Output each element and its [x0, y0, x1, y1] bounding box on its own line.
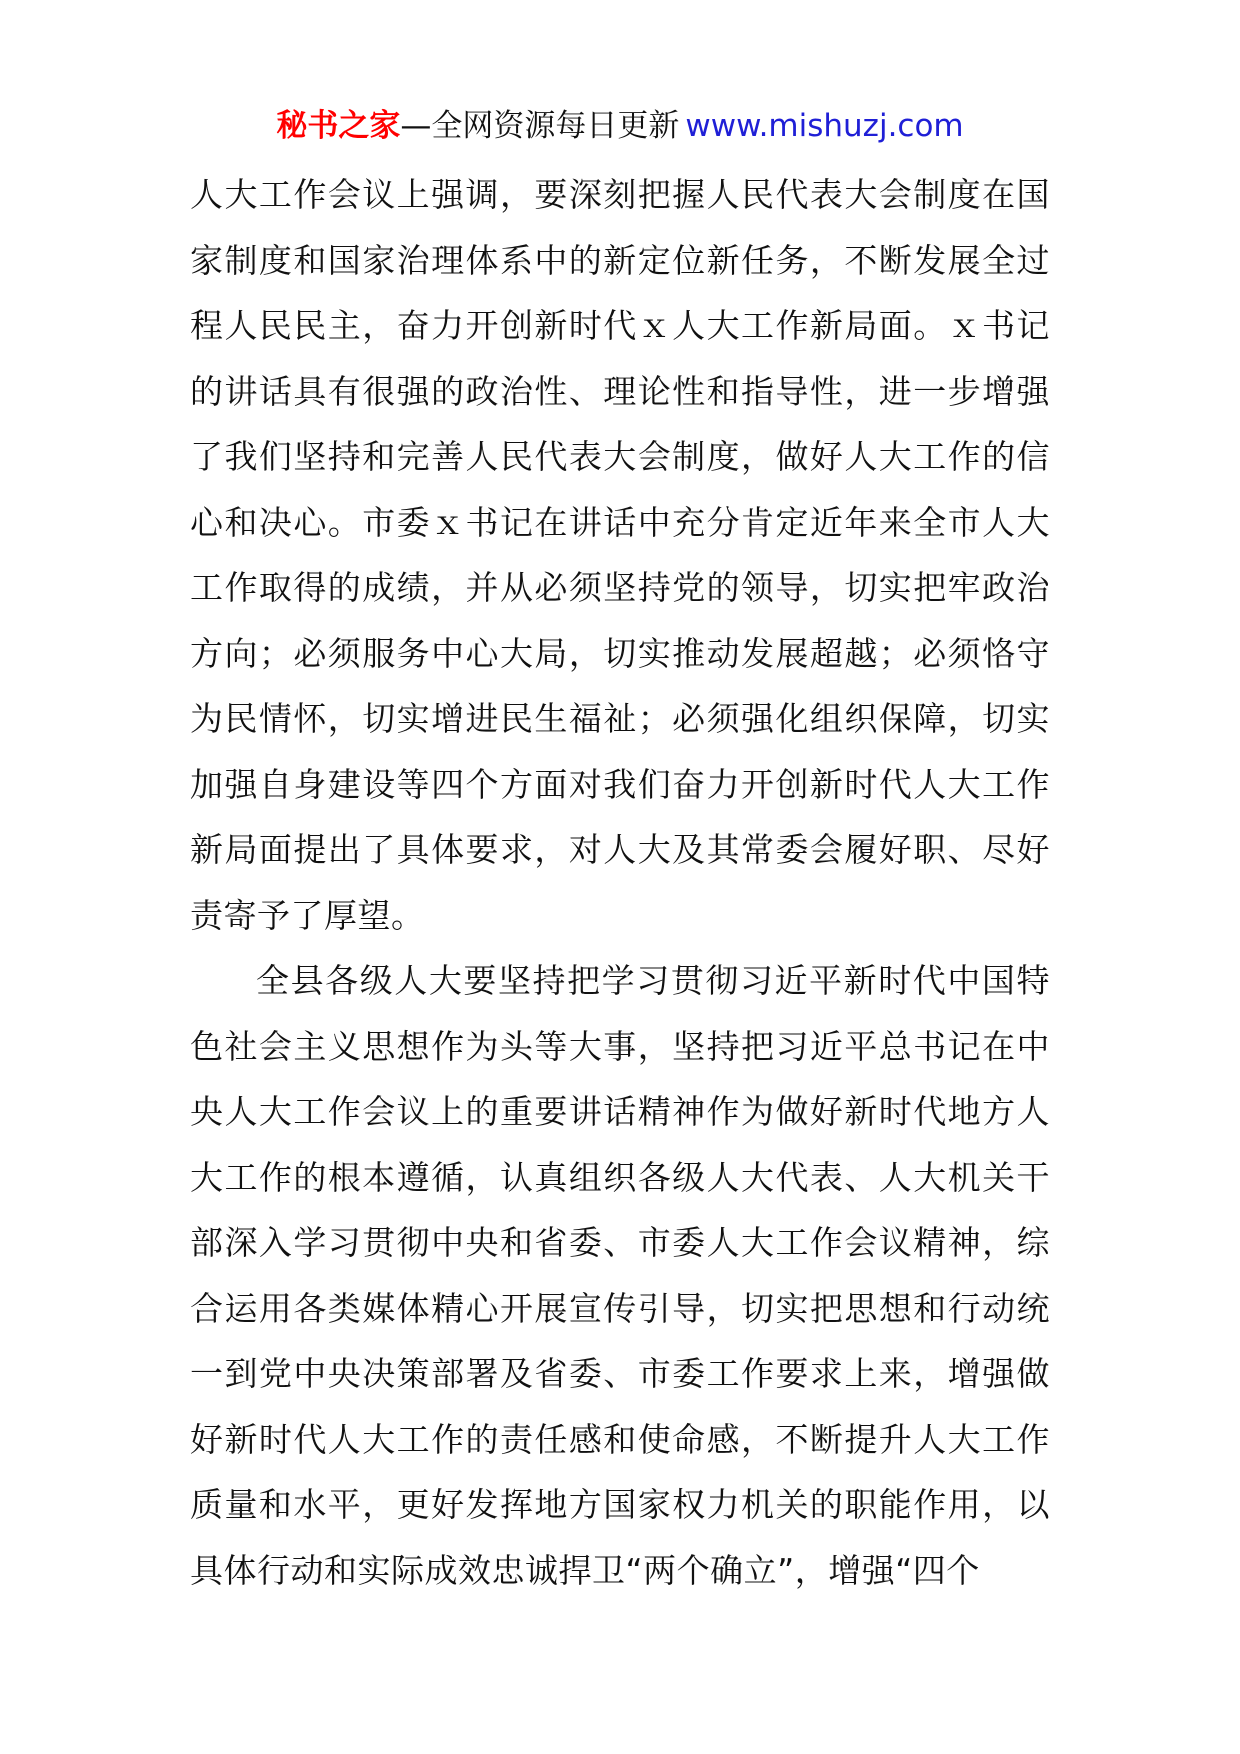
header-tagline: —全网资源每日更新 [400, 108, 680, 144]
document-body [190, 162, 1050, 1603]
brand-name: 秘书之家 [276, 108, 401, 144]
site-header [0, 104, 1240, 148]
paragraph-continued: 人大工作会议上强调，要深刻把握人民代表大会制度在国家制度和国家治理体系中的新定位新任务，不断发展全过程人民民主，奋力开创新时代ｘ人大工作新局面。ｘ书记的讲话具有很强的政治性、理论性和指导性，进一步增强了我们坚持和完善人民代表大会制度，做好人大工作的信心和决心。市委ｘ书记在讲话中充分肯定近年来全市人大工作取得的成绩，并从必须坚持党的领导，切实把牢政治方向；必须服务中心大局，切实推动发展超越；必须恪守为民情怀，切实增进民生福祉；必须强化组织保障，切实加强自身建设等四个方面对我们奋力开创新时代人大工作新局面提出了具体要求，对人大及其常委会履好职、尽好责寄予了厚望。 [190, 175, 1050, 935]
paragraph: 全县各级人大要坚持把学习贯彻习近平新时代中国特色社会主义思想作为头等大事，坚持把习近平总书记在中央人大工作会议上的重要讲话精神作为做好新时代地方人大工作的根本遵循，认真组织各级人大代表、人大机关干部深入学习贯彻中央和省委、市委人大工作会议精神，综合运用各类媒体精心开展宣传引导，切实把思想和行动统一到党中央决策部署及省委、市委工作要求上来，增强做好新时代人大工作的责任感和使命感，不断提升人大工作质量和水平，更好发挥地方国家权力机关的职能作用，以具体行动和实际成效忠诚捍卫“两个确立”，增强“四个 [190, 961, 1050, 1590]
site-url-link[interactable]: www.mishuzj.com [685, 108, 964, 144]
